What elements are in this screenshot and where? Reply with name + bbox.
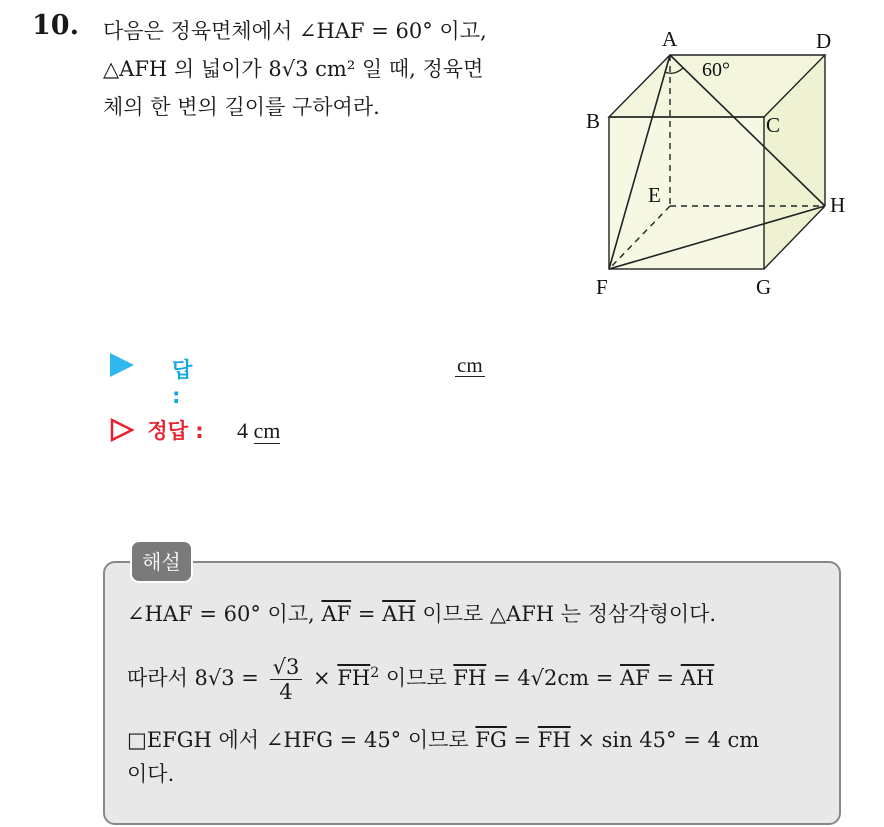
sol1-part-e: 이므로 △AFH 는 정삼각형이다. [422,602,717,626]
sol3-seg-FG: $\overline{FG}$ [475,728,507,752]
sol3-part-e: × sin 45° = 4 cm [577,728,760,752]
correct-label: 정답 : [147,419,204,443]
sol2-times: × [313,666,331,690]
sol2-seg-AH: $\overline{AH}$ [680,666,715,690]
correct-arrow-icon [110,418,134,442]
sol1-part-a: ∠HAF = 60° 이고, [127,602,315,626]
correct-value [237,418,280,444]
sol1-seg-AF: $\overline{AF}$ [321,602,352,626]
vertex-label-E: E [648,183,661,207]
sol2-denominator: 4 [279,680,293,704]
question-line-1: 다음은 정육면체에서 ∠HAF = 60° 이고, [103,19,487,43]
question-text [103,12,558,126]
question-line-3: 체의 한 변의 길이를 구하여라. [103,95,380,119]
sol2-exponent: 2 [370,665,380,681]
vertex-label-H: H [830,193,846,217]
correct-unit: cm [253,418,281,443]
sol2-eq: = [656,666,675,690]
solution-line-2 [127,655,714,704]
solution-line-4: 이다. [127,762,175,786]
vertex-label-C: C [766,113,781,137]
sol2-numerator: √3 [270,655,303,680]
answer-label: 답 : [172,358,193,408]
vertex-label-D: D [816,29,832,53]
question-line-2: △AFH 의 넓이가 8√3 cm² 일 때, 정육면 [103,57,484,81]
sol2-fraction [270,655,303,704]
correct-answer-row [110,415,204,445]
sol2-seg-FH-2: $\overline{FH}$ [453,666,487,690]
vertex-label-G: G [756,275,772,299]
solution-line-3 [127,724,759,754]
sol2-seg-AF: $\overline{AF}$ [619,666,650,690]
answer-input[interactable]: cm [457,353,483,377]
sol2-part-a: 따라서 8√3 = [127,666,259,690]
answer-arrow-icon [110,353,134,377]
sol2-seg-FH: $\overline{FH}$ [337,666,371,690]
vertex-label-F: F [596,275,608,299]
solution-tag: 해설 [130,540,193,583]
angle-label: 60° [702,59,730,81]
sol3-eq: = [513,728,532,752]
vertex-label-A: A [662,27,678,51]
sol2-part-f: = 4√2cm = [492,666,614,690]
vertex-label-B: B [586,109,601,133]
answer-row [110,352,193,408]
solution-line-1 [127,598,716,628]
correct-number: 4 [237,418,248,443]
cube-figure [578,24,858,304]
sol3-part-a: □EFGH 에서 ∠HFG = 45° 이므로 [127,728,469,752]
sol3-seg-FH: $\overline{FH}$ [537,728,571,752]
sol2-part-d: 이므로 [385,666,447,690]
sol1-eq: = [357,602,376,626]
sol1-seg-AH: $\overline{AH}$ [382,602,416,626]
question-number: 10. [32,10,79,41]
